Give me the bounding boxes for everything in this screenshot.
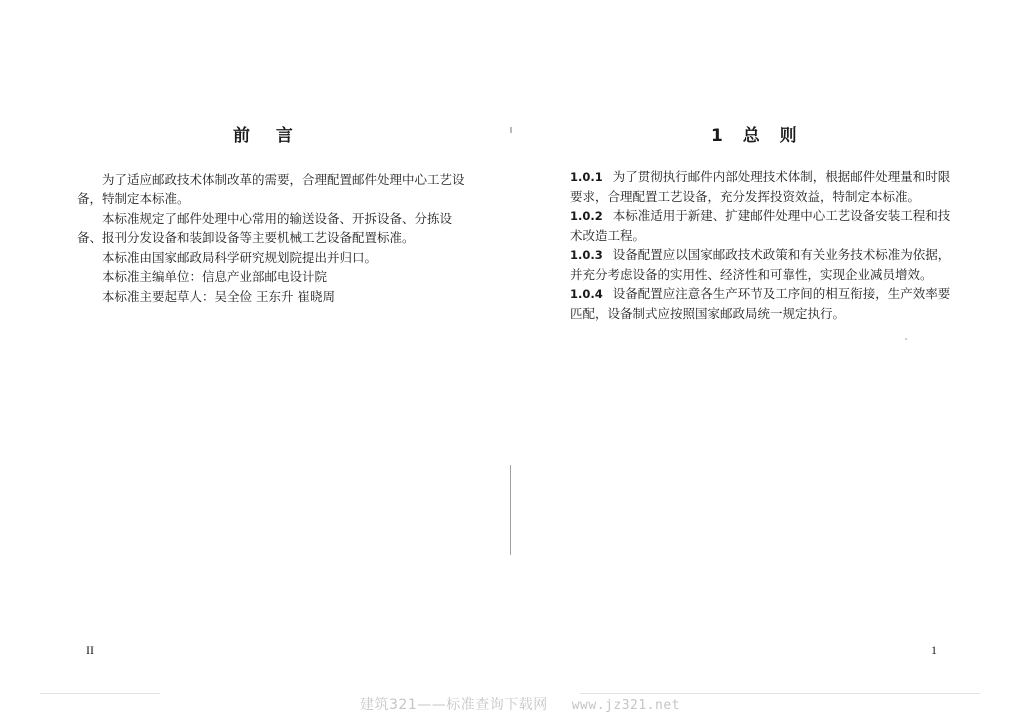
spine-shadow [510,465,511,555]
preface-paragraph-5: 本标准主要起草人：吴全俭 王东升 崔晓周 [102,289,335,304]
clause-text: 本标准适用于新建、扩建邮件处理中心工艺设备安装工程和技术改造工程。 [570,208,951,244]
clause-text: 为了贯彻执行邮件内部处理技术体制，根据邮件处理量和时限要求，合理配置工艺设备，充分发挥投资效益，特制定本标准。 [570,169,951,205]
preface-paragraph-4: 本标准主编单位：信息产业部邮电设计院 [102,269,328,284]
clause-1-0-4 [570,284,960,324]
clause-text: 设备配置应注意各生产环节及工序间的相互衔接，生产效率要匹配，设备制式应按照国家邮政局统一规定执行。 [570,286,951,322]
footer-rule-left [40,693,160,694]
scan-speck [905,338,907,340]
clause-text: 设备配置应以国家邮政技术政策和有关业务技术标准为依据，并充分考虑设备的实用性、经济性和可靠性，实现企业减员增效。 [570,247,951,283]
left-page-number: II [86,643,94,657]
clause-1-0-1 [570,167,960,207]
preface-paragraph-3: 本标准由国家邮政局科学研究规划院提出并归口。 [102,250,378,265]
right-page-number: 1 [931,643,937,657]
clause-number: 1.0.3 [570,248,603,262]
clause-1-0-3 [570,245,960,285]
preface-paragraph-1: 为了适应邮政技术体制改革的需要，合理配置邮件处理中心工艺设备，特制定本标准。 [77,172,465,207]
preface-paragraph-2: 本标准规定了邮件处理中心常用的输送设备、开拆设备、分拣设备、报刊分发设备和装卸设备等主要机械工艺设备配置标准。 [77,211,453,246]
watermark-site-text: 建筑321——标准查询下载网 [360,697,548,713]
right-page [512,0,1024,724]
clause-1-0-2 [570,206,960,246]
clause-number: 1.0.2 [570,209,603,223]
watermark [360,694,680,714]
clause-number: 1.0.1 [570,170,603,184]
left-page-title: 前 言 [233,126,293,146]
clause-number: 1.0.4 [570,287,603,301]
chapter-title: 1 总 则 [711,126,797,146]
watermark-url: www.jz321.net [571,698,680,713]
